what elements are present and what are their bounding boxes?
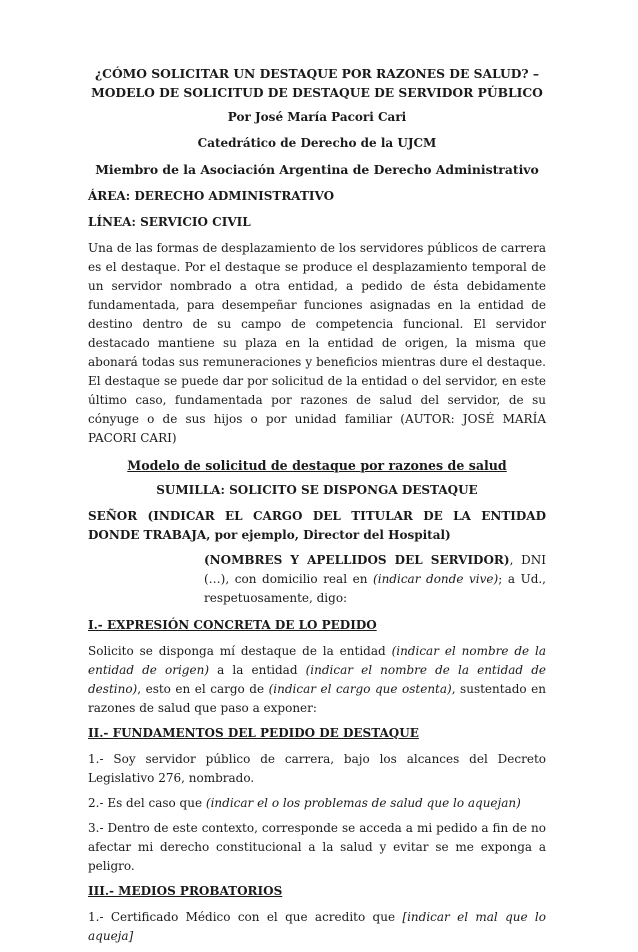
section2-item2: 2.- Es del caso que (indicar el o los problemas de salud que lo aquejan) bbox=[88, 796, 521, 810]
sumilla: SUMILLA: SOLICITO SE DISPONGA DESTAQUE bbox=[156, 483, 478, 497]
membership-line: Miembro de la Asociación Argentina de Derecho Administrativo bbox=[95, 162, 539, 177]
section3-heading: III.- MEDIOS PROBATORIOS bbox=[88, 884, 283, 898]
petitioner-name: (NOMBRES Y APELLIDOS DEL SERVIDOR) bbox=[204, 553, 510, 567]
line-heading: LÍNEA: SERVICIO CIVIL bbox=[88, 215, 251, 229]
affiliation-line: Catedrático de Derecho de la UJCM bbox=[197, 136, 437, 150]
petitioner-domicile: (indicar donde vive) bbox=[373, 572, 499, 586]
section2-heading: II.- FUNDAMENTOS DEL PEDIDO DE DESTAQUE bbox=[88, 726, 419, 740]
petitioner-dni: , DNI (…), con domicilio real en bbox=[204, 553, 546, 586]
section2-item1: 1.- Soy servidor público de carrera, bajo los alcances del Decreto Legislativo 276, nombrado. bbox=[88, 752, 546, 785]
intro-paragraph: Una de las formas de desplazamiento de los servidores públicos de carrera es el destaque. Por el destaque se produce el desplazamiento temporal de un servidor nombrado a otra entidad, a pedido de ésta debidamente fundamentada, para desempeñar funciones asignadas en la entidad de destino dentro de su campo de competencia funcional. El servidor destacado mantiene su plaza en la entidad de origen, la misma que abonará todas sus remuneraciones y beneficios mientras dure el destaque. El destaque se puede dar por solicitud de la entidad o del servidor, en este último caso, fundamentada por razones de salud del servidor, de su cónyuge o de sus hijos o por unidad familiar (AUTOR: JOSÉ MARÍA PACORI CARI) bbox=[88, 241, 546, 445]
petitioner-block bbox=[204, 551, 546, 608]
area-heading: ÁREA: DERECHO ADMINISTRATIVO bbox=[88, 189, 335, 203]
author-line: Por José María Pacori Cari bbox=[227, 110, 407, 124]
section3-item1: 1.- Certificado Médico con el que acredito que [indicar el mal que lo aqueja] bbox=[88, 910, 546, 943]
section1-paragraph: Solicito se disponga mí destaque de la entidad (indicar el nombre de la entidad de origen) a la entidad (indicar el nombre de la entidad de destino), esto en el cargo de (indicar el cargo que ostenta), sustentado en razones de salud que paso a exponer: bbox=[88, 644, 546, 715]
section2-item3: 3.- Dentro de este contexto, corresponde se acceda a mi pedido a fin de no afectar mi derecho constitucional a la salud y evitar se me exponga a peligro. bbox=[88, 821, 546, 873]
document-title: ¿CÓMO SOLICITAR UN DESTAQUE POR RAZONES DE SALUD? – MODELO DE SOLICITUD DE DESTAQUE DE SERVIDOR PÚBLICO bbox=[91, 66, 543, 100]
model-title: Modelo de solicitud de destaque por razones de salud bbox=[127, 458, 507, 473]
document-page bbox=[88, 64, 546, 952]
section1-heading: I.- EXPRESIÓN CONCRETA DE LO PEDIDO bbox=[88, 618, 377, 632]
addressee: SEÑOR (INDICAR EL CARGO DEL TITULAR DE LA ENTIDAD DONDE TRABAJA, por ejemplo, Director del Hospital) bbox=[88, 509, 546, 542]
petitioner-closing: ; a Ud., respetuosamente, digo: bbox=[204, 572, 547, 605]
